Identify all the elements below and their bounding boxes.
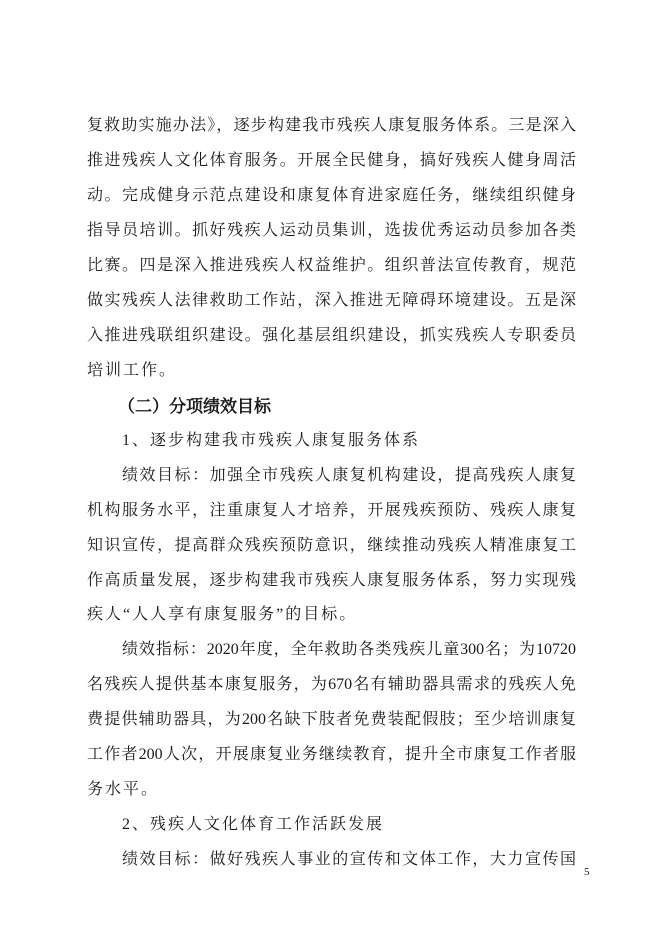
body-text-line: 疾人“人人享有康复服务”的目标。	[87, 606, 358, 623]
body-text-line: 推进残疾人文化体育服务。开展全民健身，搞好残疾人健身周活	[87, 152, 576, 169]
item-title: 1、逐步构建我市残疾人康复服务体系	[122, 432, 421, 449]
body-text-line: 名残疾人提供基本康复服务，为670名有辅助器具需求的残疾人免	[87, 676, 576, 693]
body-text-line: 入推进残联组织建设。强化基层组织建设，抓实残疾人专职委员	[87, 327, 576, 344]
section-heading: （二）分项绩效目标	[118, 397, 271, 417]
body-text-line: 作高质量发展，逐步构建我市残疾人康复服务体系，努力实现残	[87, 572, 576, 589]
body-text-line: 绩效目标：做好残疾人事业的宣传和文体工作，大力宣传国	[122, 851, 576, 868]
body-text-line: 培训工作。	[87, 362, 178, 379]
item-title: 2、残疾人文化体育工作活跃发展	[122, 816, 385, 833]
body-text-line: 绩效指标：2020年度，全年救助各类残疾儿童300名；为10720	[122, 641, 576, 658]
body-text-line: 知识宣传，提高群众残疾预防意识，继续推动残疾人精准康复工	[87, 537, 576, 554]
body-text-line: 机构服务水平，注重康复人才培养，开展残疾预防、残疾人康复	[87, 502, 576, 519]
body-text-line: 比赛。四是深入推进残疾人权益维护。组织普法宣传教育，规范	[87, 257, 576, 274]
body-text-line: 务水平。	[87, 781, 160, 798]
body-text-line: 做实残疾人法律救助工作站，深入推进无障碍环境建设。五是深	[87, 292, 576, 309]
body-text-line: 费提供辅助器具，为200名缺下肢者免费装配假肢；至少培训康复	[87, 711, 576, 728]
page-number: 5	[584, 866, 590, 878]
body-text-line: 动。完成健身示范点建设和康复体育进家庭任务，继续组织健身	[87, 187, 576, 204]
body-text-line: 绩效目标：加强全市残疾人康复机构建设，提高残疾人康复	[122, 467, 576, 484]
body-text-line: 复救助实施办法》，逐步构建我市残疾人康复服务体系。三是深入	[87, 117, 576, 134]
body-text-line: 指导员培训。抓好残疾人运动员集训，选拔优秀运动员参加各类	[87, 222, 576, 239]
body-text-line: 工作者200人次，开展康复业务继续教育，提升全市康复工作者服	[87, 746, 576, 763]
